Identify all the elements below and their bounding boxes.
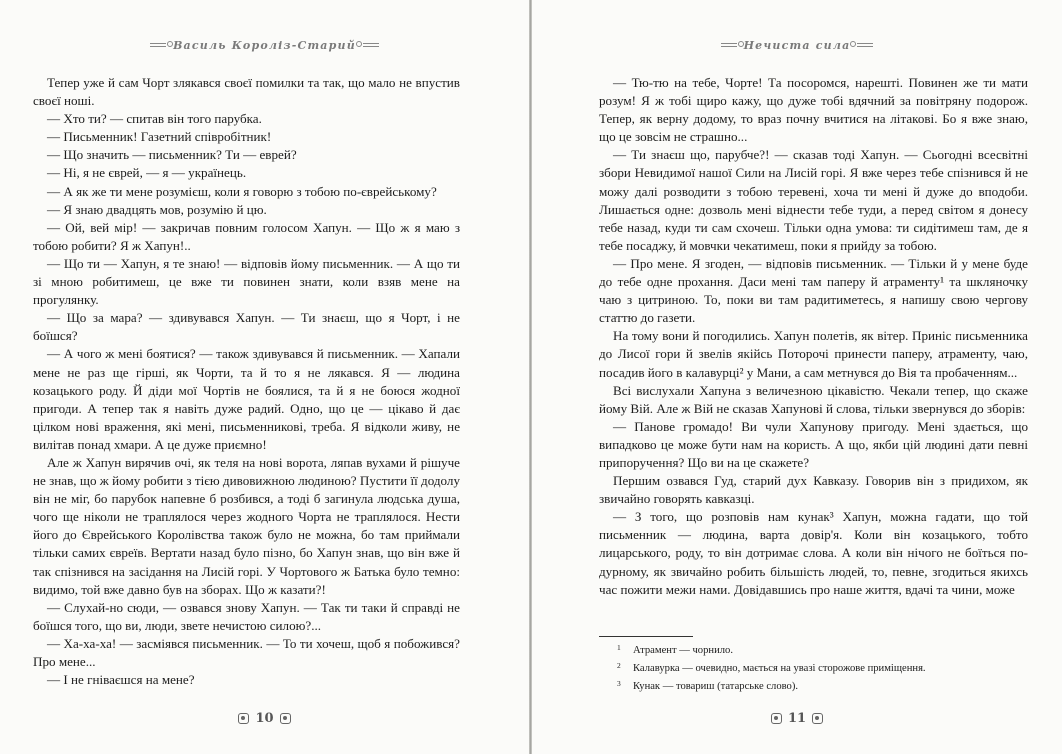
- body-text-right: [599, 74, 1028, 599]
- footnote-text: Атрамент — чорнило.: [633, 645, 733, 656]
- paragraph: На тому вони й погодились. Хапун полетів, як вітер. Приніс письменника до Лисої гори й звелів якійсь Поторочі принести паперу, атраменту, чаю, посадив його в калавурці² у Мани, а сам метнувся до Вія та пробаченням...: [599, 328, 1028, 380]
- paragraph: — Що значить — письменник? Ти — еврей?: [47, 147, 297, 163]
- footnote-mark: 1: [617, 643, 621, 652]
- page-number-right: [532, 709, 1062, 727]
- paragraph: — А як же ти мене розумієш, коли я говорю з тобою по-єврейському?: [47, 183, 437, 199]
- ornament-icon: [363, 43, 379, 47]
- paragraph: — Ха-ха-ха! — засміявся письменник. — То ти хочеш, щоб я побожився? Про мене...: [33, 635, 460, 669]
- running-head-text: Нечиста сила: [743, 38, 851, 52]
- paragraph: — І не гніваєшся на мене?: [47, 672, 195, 688]
- paragraph: Тепер уже й сам Чорт злякався своєї помилки та так, що мало не впустив своєї ноші.: [33, 75, 460, 109]
- paragraph: — Панове громадо! Ви чули Хапунову пригоду. Мені здається, що випадково це може бути нам на користь. А що, якби цій людині дати певні припоручення? Що ви на це скажете?: [599, 418, 1028, 470]
- body-text-left: [33, 74, 460, 689]
- paragraph: — Хто ти? — спитав він того парубка.: [47, 111, 262, 127]
- page-number: 10: [255, 710, 274, 726]
- right-page: [532, 0, 1062, 754]
- paragraph: Першим озвався Гуд, старий дух Кавказу. Говорив він з придихом, як звичайно говорять кавказці.: [599, 473, 1028, 507]
- footnotes: [599, 642, 1028, 696]
- footnote-rule: [599, 636, 693, 637]
- footnote-mark: 3: [617, 679, 621, 688]
- footnote-mark: 2: [617, 661, 621, 670]
- paragraph: — Що за мара? — здивувався Хапун. — Ти знаєш, що я Чорт, і не боїшся?: [33, 310, 460, 344]
- running-head-text: Василь Короліз-Старий: [173, 38, 356, 52]
- folio-ornament-icon: [280, 713, 291, 724]
- paragraph: — Ой, вей мір! — закричав повним голосом Хапун. — Що ж я маю з тобою робити? Я ж Хапун!..: [33, 219, 460, 253]
- footnote: [599, 660, 1028, 678]
- paragraph: — Тю-тю на тебе, Чорте! Та посоромся, нарешті. Повинен же ти мати розум! Я ж тобі щиро кажу, що дуже тобі вдячний за повітряну подорож. Тепер, як верну додому, то враз почну вчитися на літакові. Бо я вже знаю, що це зовсім не страшно...: [599, 75, 1028, 145]
- paragraph: Всі вислухали Хапуна з величезною цікавістю. Чекали тепер, що скаже йому Вій. Але ж Вій не сказав Хапунові й слова, тільки звернувся до зборів:: [599, 382, 1028, 416]
- paragraph: — Письменник! Газетний співробітник!: [47, 129, 272, 145]
- paragraph: — Слухай-но сюди, — озвався знову Хапун. — Так ти таки й справді не боїшся того, що ви, люди, звете нечистою силою?...: [33, 599, 460, 633]
- folio-ornament-icon: [238, 713, 249, 724]
- running-head-left: [0, 36, 529, 54]
- running-head-right: [532, 36, 1062, 54]
- page-number-left: [0, 709, 529, 727]
- ornament-icon: [721, 43, 737, 47]
- paragraph: — Що ти — Хапун, я те знаю! — відповів йому письменник. — А що ти зі мною робитимеш, це вже ти повинен знати, коли взяв мене на прогулянку.: [33, 255, 460, 308]
- paragraph: — Ні, я не єврей, — я — українець.: [47, 165, 247, 181]
- folio-ornament-icon: [812, 713, 823, 724]
- folio-ornament-icon: [771, 713, 782, 724]
- ornament-icon: [150, 43, 166, 47]
- footnote-text: Кунак — товариш (татарське слово).: [633, 681, 799, 692]
- paragraph: Але ж Хапун вирячив очі, як теля на нові ворота, ляпав вухами й рішуче не знав, що ж йому робити з тією дивовижною людиною? Пустити її додолу він не міг, бо парубок напевне б розбився, а тоді б загинула людська душа, чого ще ніколи не траплялося через жодного Чорта не траплялося. Нести його до Єврейського Королівства також було не можна, бо там приймали тільки самих євреїв. Вертати назад було пізно, бо Хапун знав, що він вже й так спізнився на засідання на Лисій горі. У Чортового ж Батька було темно: видимо, той вже давно був на зборах. Що ж казати?!: [33, 454, 460, 597]
- footnote: [599, 678, 1028, 696]
- footnote: [599, 642, 1028, 660]
- page-number: 11: [787, 710, 807, 726]
- paragraph: — Ти знаєш що, парубче?! — сказав тоді Хапун. — Сьогодні всесвітні збори Невидимої нашої Сили на Лисій горі. Я вже через тебе спізнився й не можу далі розводити з тобою теревені, хоча ти мені й дуже до вподоби. Лишається одне: дозволь мені віднести тебе туди, а перед світом я донесу тебе назад, куди ти сам схочеш. Тільки одна умова: ти сидітимеш там, де я тебе посаджу, й мовчки чекатимеш, поки я прийду за тобою.: [599, 147, 1028, 253]
- paragraph: — Про мене. Я згоден, — відповів письменник. — Тільки й у мене буде до тебе одне прохання. Даси мені там паперу й атраменту¹ та шкляночку чаю з цитриною. То, поки ви там радитиметесь, я напишу свою чергову статтю до газети.: [599, 255, 1028, 326]
- left-page: [0, 0, 529, 754]
- paragraph: — З того, що розповів нам кунак³ Хапун, можна гадати, що той письменник — людина, варта довір'я. Коли він козацького, тобто лицарського, роду, то він дотримає слова. А коли він нічого не боїться по-дурному, як звичайно робить більшість людей, то, певне, згодиться якихсь час пожити межи нами. Довідавшись про наше життя, вдачі та чини, може: [599, 509, 1028, 597]
- footnote-text: Калавурка — очевидно, мається на увазі сторожове приміщення.: [633, 663, 926, 674]
- ornament-icon: [857, 43, 873, 47]
- paragraph: — А чого ж мені боятися? — також здивувався й письменник. — Хапали мене не раз ще гірші, як Чорти, та й то я не лякався. Я — людина козацького роду. Й діди мої Чортів не боялися, та й я не боюся жодної пригоди. А тепер так я навіть дуже радий. Одно, що це — цікаво й дає цілком нові враження, які мені, письменникові, треба. Я відколи живу, не вилітав понад хмари. А це дуже приємно!: [33, 346, 460, 452]
- paragraph: — Я знаю двадцять мов, розумію й цю.: [47, 201, 267, 217]
